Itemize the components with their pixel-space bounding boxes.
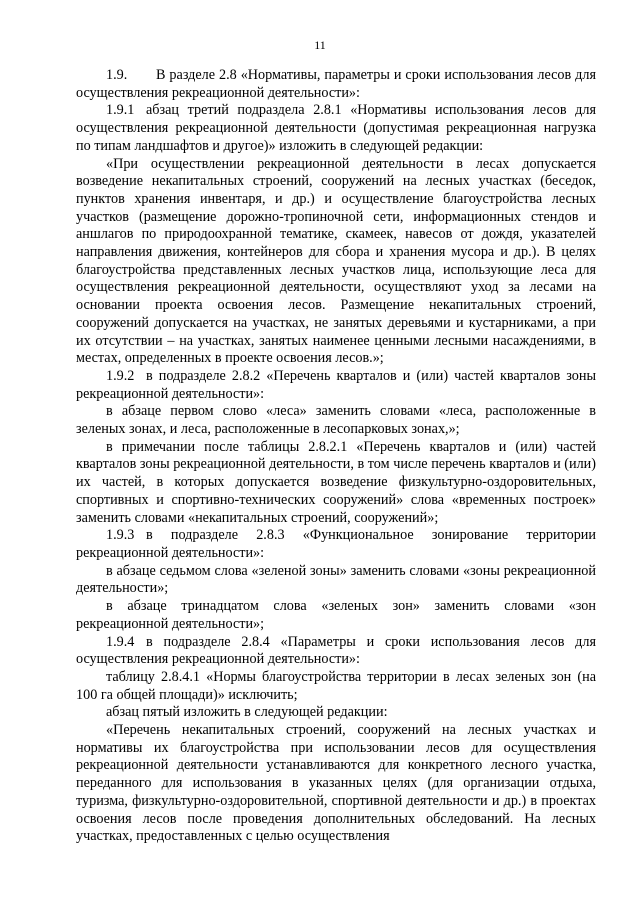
paragraph-text: абзац третий подраздела 2.8.1 «Нормативы использования лесов для осуществления рекреационной деятельности (допустимая рекреационная нагрузка по типам ландшафтов и другое)» изложить в следующей редакции: bbox=[76, 102, 596, 154]
paragraph-text: в подразделе 2.8.2 «Перечень кварталов и (или) частей кварталов зоны рекреационной деятельности»: bbox=[76, 367, 596, 402]
paragraph-1-9 bbox=[76, 67, 596, 102]
paragraph-table-exclude bbox=[76, 669, 596, 704]
paragraph-1-9-3 bbox=[76, 527, 596, 562]
paragraph-1-9-1 bbox=[76, 102, 596, 155]
paragraph-quote-recreation bbox=[76, 156, 596, 368]
paragraph-table-note bbox=[76, 439, 596, 528]
paragraph-text: «Перечень некапитальных строений, сооружений на лесных участках и нормативы их благоустройства при использовании лесов для осуществления рекреационной деятельности устанавливаются для конкретного лесного участка, переданного для использования в указанных целях (для организации отдыха, туризма, физкультурно-оздоровительной, спортивной деятельности и др.) в проектах освоения лесов после проведения дополнительных обследований. На лесных участках, предоставленных с целью осуществления bbox=[76, 722, 596, 845]
paragraph-text: в абзаце тринадцатом слова «зеленых зон» заменить словами «зон рекреационной деятельности»; bbox=[76, 598, 596, 632]
paragraph-1-9-4 bbox=[76, 634, 596, 669]
paragraph-text: В разделе 2.8 «Нормативы, параметры и сроки использования лесов для осуществления рекреационной деятельности»: bbox=[76, 67, 596, 101]
item-number: 1.9. bbox=[106, 67, 128, 83]
page-number: 11 bbox=[314, 38, 326, 52]
item-number: 1.9.4 bbox=[106, 633, 135, 650]
paragraph-text: таблицу 2.8.4.1 «Нормы благоустройства территории в лесах зеленых зон (на 100 га общей площади)» исключить; bbox=[76, 668, 596, 703]
paragraph-text: в подразделе 2.8.3 «Функциональное зонирование территории рекреационной деятельности»: bbox=[76, 527, 596, 561]
paragraph-text: абзац пятый изложить в следующей редакции: bbox=[106, 704, 388, 721]
paragraph-quote-structures bbox=[76, 722, 596, 846]
paragraph-fifth-abzac bbox=[76, 704, 596, 722]
paragraph-text: в примечании после таблицы 2.8.2.1 «Перечень кварталов и (или) частей кварталов зоны рекреационной деятельности, в том числе перечень кварталов и (или) их частей, в которых допускается возведение физкультурно-оздоровительных, спортивных и спортивно-технических сооружений» слова «временных построек» заменить словами «некапитальных строений, сооружений»; bbox=[76, 438, 596, 526]
paragraph-1-9-2 bbox=[76, 368, 596, 403]
paragraph-thirteenth-abzac bbox=[76, 598, 596, 633]
paragraph-seventh-abzac bbox=[76, 563, 596, 598]
paragraph-text: в абзаце седьмом слова «зеленой зоны» заменить словами «зоны рекреационной деятельности»; bbox=[76, 562, 596, 597]
item-number: 1.9.1 bbox=[106, 102, 135, 119]
document-body bbox=[76, 67, 596, 846]
item-number: 1.9.2 bbox=[106, 367, 135, 384]
paragraph-text: «При осуществлении рекреационной деятельности в лесах допускается возведение некапитальных строений, сооружений на лесных участках (беседок, пунктов хранения инвентаря, и др.) и осуществление благоустройства лесных участков (размещение дорожно-тропиночной сети, информационных стендов и аншлагов по природоохранной тематике, скамеек, навесов от дождя, указателей направления движения, контейнеров для сбора и хранения мусора и др.). В целях благоустройства представленных лесных участков лица, использующие леса для осуществления рекреационной деятельности, осуществляют уход за лесами на основании проекта освоения лесов. Размещение некапитальных строений, сооружений допускается на участках, не занятых деревьями и кустарниками, а при их отсутствии – на участках, занятых наименее ценными лесными насаждениями, в местах, определенных в проекте освоения лесов.»; bbox=[76, 155, 596, 367]
paragraph-text: в абзаце первом слово «леса» заменить словами «леса, расположенные в зеленых зонах, и леса, расположенные в лесопарковых зонах,»; bbox=[76, 403, 596, 438]
item-number: 1.9.3 bbox=[106, 527, 135, 544]
paragraph-text: в подразделе 2.8.4 «Параметры и сроки использования лесов для осуществления рекреационной деятельности»: bbox=[76, 633, 596, 668]
paragraph-first-abzac bbox=[76, 403, 596, 438]
